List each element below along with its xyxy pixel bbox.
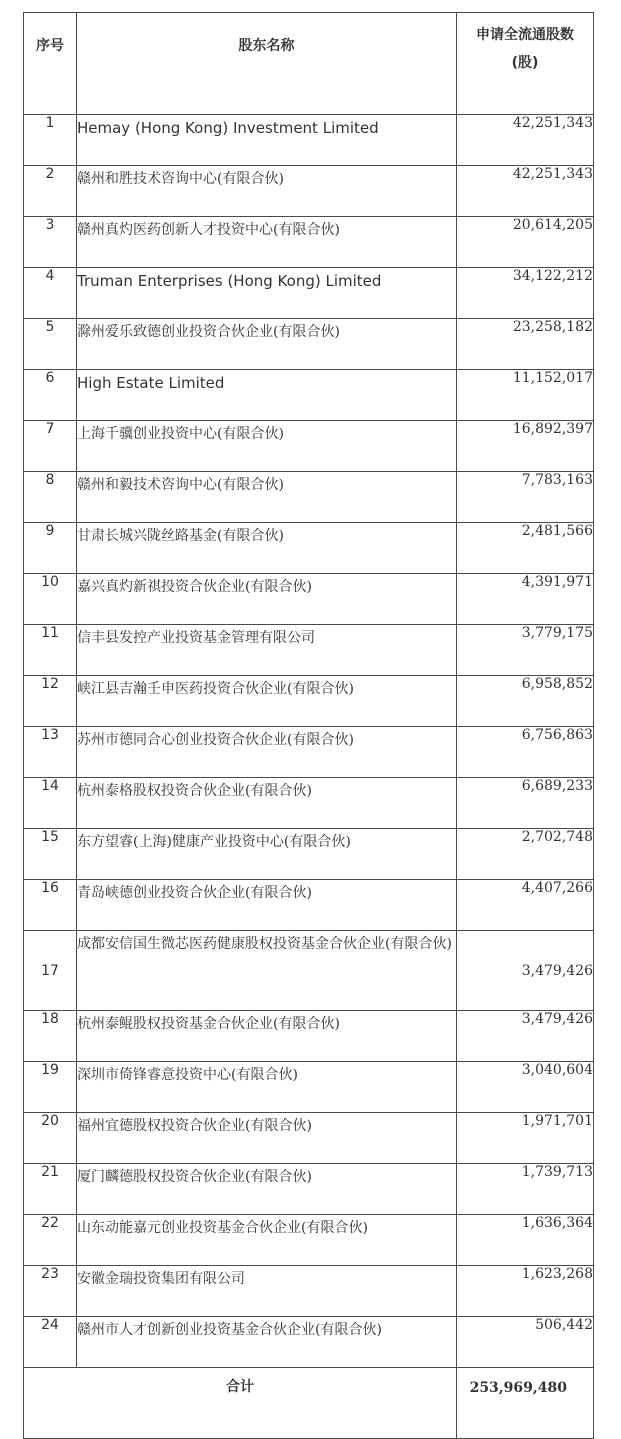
share-count: 23,258,182 xyxy=(457,319,594,370)
shareholder-name: 杭州泰鲲股权投资基金合伙企业(有限合伙) xyxy=(77,1011,457,1062)
table-row xyxy=(24,523,594,574)
table-row xyxy=(24,421,594,472)
share-count: 1,971,701 xyxy=(457,1113,594,1164)
row-index: 5 xyxy=(24,319,77,370)
shareholder-name: 东方望睿(上海)健康产业投资中心(有限合伙) xyxy=(77,829,457,880)
share-count: 1,636,364 xyxy=(457,1215,594,1266)
shareholder-name: 赣州和胜技术咨询中心(有限合伙) xyxy=(77,166,457,217)
shareholder-table xyxy=(23,12,594,1439)
table-row xyxy=(24,268,594,319)
row-index: 7 xyxy=(24,421,77,472)
shareholder-name: 成都安信国生微芯医药健康股权投资基金合伙企业(有限合伙) xyxy=(77,931,457,1011)
row-index: 8 xyxy=(24,472,77,523)
shareholder-name: 赣州和毅技术咨询中心(有限合伙) xyxy=(77,472,457,523)
share-count: 11,152,017 xyxy=(457,370,594,421)
shareholder-name: 甘肃长城兴陇丝路基金(有限合伙) xyxy=(77,523,457,574)
row-index: 19 xyxy=(24,1062,77,1113)
shareholder-name: 深圳市倚锋睿意投资中心(有限合伙) xyxy=(77,1062,457,1113)
row-index: 24 xyxy=(24,1317,77,1368)
share-count: 42,251,343 xyxy=(457,115,594,166)
shareholder-name: 杭州泰格股权投资合伙企业(有限合伙) xyxy=(77,778,457,829)
table-row xyxy=(24,1113,594,1164)
share-count: 6,958,852 xyxy=(457,676,594,727)
shareholder-name: 福州宜德股权投资合伙企业(有限合伙) xyxy=(77,1113,457,1164)
shareholder-name: 滁州爱乐致德创业投资合伙企业(有限合伙) xyxy=(77,319,457,370)
share-count: 506,442 xyxy=(457,1317,594,1368)
row-index: 16 xyxy=(24,880,77,931)
row-index: 11 xyxy=(24,625,77,676)
share-count: 6,756,863 xyxy=(457,727,594,778)
total-shares: 253,969,480 xyxy=(457,1368,594,1439)
header-shares-line1: 申请全流通股数 xyxy=(476,27,574,43)
shareholder-name: 上海千骥创业投资中心(有限合伙) xyxy=(77,421,457,472)
row-index: 23 xyxy=(24,1266,77,1317)
row-index: 6 xyxy=(24,370,77,421)
table-row xyxy=(24,1266,594,1317)
row-index: 9 xyxy=(24,523,77,574)
share-count: 4,407,266 xyxy=(457,880,594,931)
shareholder-name: 峡江县吉瀚壬申医药投资合伙企业(有限合伙) xyxy=(77,676,457,727)
shareholder-name: Truman Enterprises (Hong Kong) Limited xyxy=(77,268,457,319)
row-index: 1 xyxy=(24,115,77,166)
row-index: 2 xyxy=(24,166,77,217)
share-count: 6,689,233 xyxy=(457,778,594,829)
table-row xyxy=(24,727,594,778)
share-count: 16,892,397 xyxy=(457,421,594,472)
header-row xyxy=(24,13,594,115)
row-index: 13 xyxy=(24,727,77,778)
row-index: 10 xyxy=(24,574,77,625)
total-label: 合计 xyxy=(24,1368,457,1439)
shareholder-name: 赣州市人才创新创业投资基金合伙企业(有限合伙) xyxy=(77,1317,457,1368)
table-body xyxy=(24,115,594,1368)
table-row xyxy=(24,931,594,1011)
table-row xyxy=(24,778,594,829)
row-index: 15 xyxy=(24,829,77,880)
table-row xyxy=(24,217,594,268)
share-count: 34,122,212 xyxy=(457,268,594,319)
table-row xyxy=(24,1164,594,1215)
shareholder-name: 苏州市德同合心创业投资合伙企业(有限合伙) xyxy=(77,727,457,778)
table-footer xyxy=(24,1368,594,1439)
shareholder-name: 厦门麟德股权投资合伙企业(有限合伙) xyxy=(77,1164,457,1215)
header-name: 股东名称 xyxy=(77,13,457,115)
table-row xyxy=(24,472,594,523)
table-row xyxy=(24,574,594,625)
table-row xyxy=(24,370,594,421)
share-count: 3,779,175 xyxy=(457,625,594,676)
share-count: 3,479,426 xyxy=(457,1011,594,1062)
row-index: 18 xyxy=(24,1011,77,1062)
total-row xyxy=(24,1368,594,1439)
share-count: 20,614,205 xyxy=(457,217,594,268)
share-count: 2,481,566 xyxy=(457,523,594,574)
table-header xyxy=(24,13,594,115)
shareholder-name: 嘉兴真灼新祺投资合伙企业(有限合伙) xyxy=(77,574,457,625)
header-shares-line2: (股) xyxy=(511,55,539,71)
table-row xyxy=(24,1062,594,1113)
table-row xyxy=(24,1215,594,1266)
row-index: 4 xyxy=(24,268,77,319)
share-count: 2,702,748 xyxy=(457,829,594,880)
header-shares xyxy=(457,13,594,115)
row-index: 20 xyxy=(24,1113,77,1164)
share-count: 4,391,971 xyxy=(457,574,594,625)
table-row xyxy=(24,1011,594,1062)
table-row xyxy=(24,880,594,931)
row-index: 17 xyxy=(24,931,77,1011)
shareholder-name: 安徽金瑞投资集团有限公司 xyxy=(77,1266,457,1317)
row-index: 22 xyxy=(24,1215,77,1266)
table-row xyxy=(24,1317,594,1368)
row-index: 14 xyxy=(24,778,77,829)
shareholder-name: 青岛峡德创业投资合伙企业(有限合伙) xyxy=(77,880,457,931)
share-count: 1,739,713 xyxy=(457,1164,594,1215)
shareholder-name: Hemay (Hong Kong) Investment Limited xyxy=(77,115,457,166)
share-count: 7,783,163 xyxy=(457,472,594,523)
share-count: 3,040,604 xyxy=(457,1062,594,1113)
table-row xyxy=(24,829,594,880)
share-count: 42,251,343 xyxy=(457,166,594,217)
table-row xyxy=(24,115,594,166)
table-row xyxy=(24,676,594,727)
row-index: 3 xyxy=(24,217,77,268)
row-index: 21 xyxy=(24,1164,77,1215)
shareholder-name: 信丰县发控产业投资基金管理有限公司 xyxy=(77,625,457,676)
shareholder-name: 赣州真灼医药创新人才投资中心(有限合伙) xyxy=(77,217,457,268)
header-index: 序号 xyxy=(24,13,77,115)
share-count: 3,479,426 xyxy=(457,931,594,1011)
share-count: 1,623,268 xyxy=(457,1266,594,1317)
table-row xyxy=(24,319,594,370)
table-row xyxy=(24,166,594,217)
shareholder-name: 山东动能嘉元创业投资基金合伙企业(有限合伙) xyxy=(77,1215,457,1266)
table-row xyxy=(24,625,594,676)
shareholder-name: High Estate Limited xyxy=(77,370,457,421)
row-index: 12 xyxy=(24,676,77,727)
